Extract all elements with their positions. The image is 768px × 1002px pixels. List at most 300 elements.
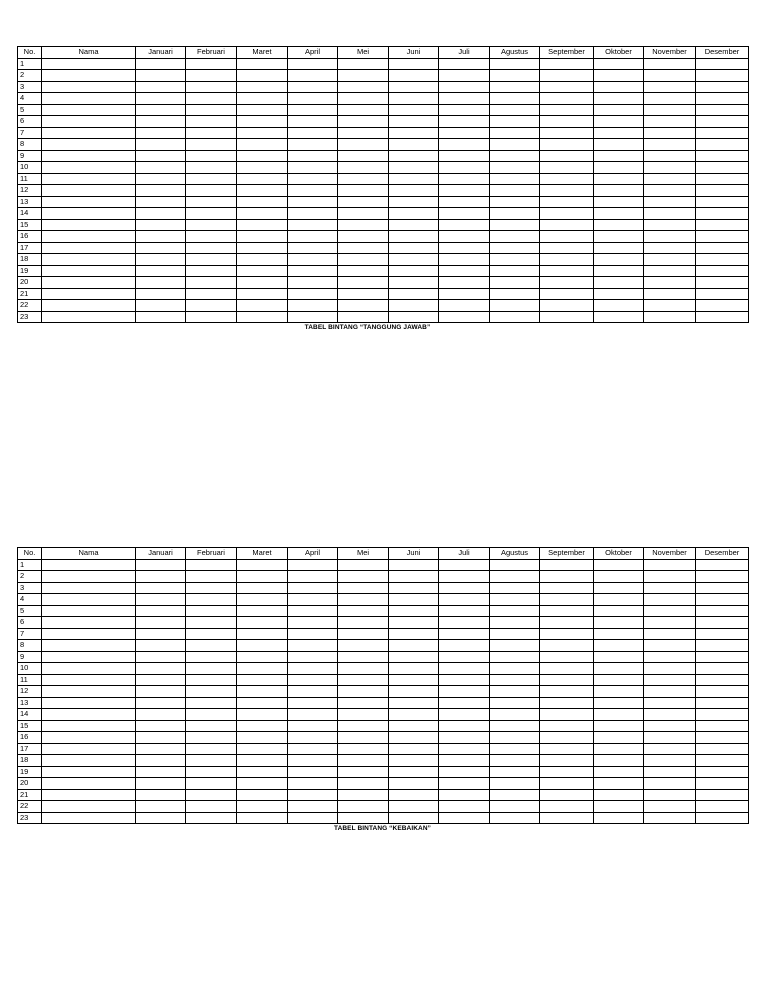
month-cell (696, 766, 749, 778)
table-row (18, 594, 749, 606)
month-cell (288, 254, 338, 266)
row-number: 21 (18, 288, 42, 300)
month-cell (594, 663, 644, 675)
name-cell (42, 778, 136, 790)
month-cell (540, 789, 594, 801)
name-cell (42, 219, 136, 231)
month-cell (136, 150, 186, 162)
row-number: 12 (18, 185, 42, 197)
month-cell (338, 81, 389, 93)
month-cell (490, 605, 540, 617)
month-cell (644, 651, 696, 663)
month-cell (540, 801, 594, 813)
month-cell (540, 81, 594, 93)
month-cell (490, 139, 540, 151)
table-caption: TABEL BINTANG “TANGGUNG JAWAB” (304, 324, 431, 331)
month-cell (696, 150, 749, 162)
month-cell (594, 219, 644, 231)
month-cell (186, 70, 237, 82)
column-header: September (540, 548, 594, 560)
month-cell (644, 93, 696, 105)
month-cell (644, 674, 696, 686)
month-cell (186, 801, 237, 813)
month-cell (540, 755, 594, 767)
month-cell (540, 697, 594, 709)
name-cell (42, 732, 136, 744)
table-row (18, 81, 749, 93)
row-number: 16 (18, 732, 42, 744)
month-cell (644, 766, 696, 778)
month-cell (644, 812, 696, 824)
month-cell (389, 778, 439, 790)
row-number: 13 (18, 196, 42, 208)
month-cell (594, 242, 644, 254)
month-cell (696, 127, 749, 139)
row-number: 20 (18, 778, 42, 790)
month-cell (288, 162, 338, 174)
month-cell (389, 231, 439, 243)
month-cell (540, 571, 594, 583)
row-number: 8 (18, 640, 42, 652)
month-cell (490, 116, 540, 128)
month-cell (594, 605, 644, 617)
month-cell (186, 162, 237, 174)
month-cell (136, 582, 186, 594)
month-cell (644, 686, 696, 698)
month-cell (540, 196, 594, 208)
month-cell (594, 311, 644, 323)
month-cell (389, 162, 439, 174)
month-cell (644, 571, 696, 583)
month-cell (594, 674, 644, 686)
name-cell (42, 70, 136, 82)
name-cell (42, 559, 136, 571)
month-cell (338, 617, 389, 629)
month-cell (490, 311, 540, 323)
month-cell (540, 277, 594, 289)
table-row (18, 571, 749, 583)
month-cell (696, 778, 749, 790)
month-cell (288, 789, 338, 801)
month-cell (490, 743, 540, 755)
row-number: 19 (18, 265, 42, 277)
month-cell (338, 162, 389, 174)
month-cell (439, 766, 490, 778)
name-cell (42, 173, 136, 185)
month-cell (288, 755, 338, 767)
month-cell (288, 116, 338, 128)
month-cell (540, 651, 594, 663)
month-cell (540, 219, 594, 231)
month-cell (288, 104, 338, 116)
name-cell (42, 231, 136, 243)
month-cell (490, 300, 540, 312)
row-number: 10 (18, 663, 42, 675)
row-number: 22 (18, 300, 42, 312)
month-cell (696, 139, 749, 151)
month-cell (594, 766, 644, 778)
table-row (18, 139, 749, 151)
month-cell (288, 628, 338, 640)
month-cell (136, 778, 186, 790)
month-cell (644, 242, 696, 254)
month-cell (389, 686, 439, 698)
table-row (18, 277, 749, 289)
month-cell (288, 766, 338, 778)
month-cell (490, 778, 540, 790)
column-header: Agustus (490, 47, 540, 59)
month-cell (186, 219, 237, 231)
month-cell (540, 720, 594, 732)
name-cell (42, 311, 136, 323)
month-cell (237, 812, 288, 824)
month-cell (186, 812, 237, 824)
month-cell (594, 582, 644, 594)
tanggung-jawab-sheet (17, 46, 748, 331)
month-cell (338, 104, 389, 116)
month-cell (540, 104, 594, 116)
name-cell (42, 254, 136, 266)
kebaikan-table (17, 547, 749, 824)
month-cell (186, 571, 237, 583)
month-cell (136, 300, 186, 312)
month-cell (490, 674, 540, 686)
month-cell (644, 789, 696, 801)
month-cell (594, 288, 644, 300)
column-header: Oktober (594, 548, 644, 560)
month-cell (540, 254, 594, 266)
month-cell (338, 116, 389, 128)
month-cell (237, 594, 288, 606)
month-cell (696, 288, 749, 300)
month-cell (237, 732, 288, 744)
month-cell (338, 231, 389, 243)
month-cell (594, 208, 644, 220)
month-cell (696, 640, 749, 652)
month-cell (644, 755, 696, 767)
row-number: 9 (18, 651, 42, 663)
name-cell (42, 663, 136, 675)
month-cell (389, 254, 439, 266)
month-cell (338, 594, 389, 606)
month-cell (288, 185, 338, 197)
month-cell (389, 150, 439, 162)
name-cell (42, 686, 136, 698)
month-cell (186, 300, 237, 312)
month-cell (644, 732, 696, 744)
name-cell (42, 801, 136, 813)
month-cell (136, 265, 186, 277)
month-cell (136, 116, 186, 128)
month-cell (540, 605, 594, 617)
month-cell (490, 720, 540, 732)
month-cell (389, 58, 439, 70)
month-cell (186, 116, 237, 128)
table-row (18, 709, 749, 721)
table-row (18, 663, 749, 675)
row-number: 7 (18, 628, 42, 640)
month-cell (490, 697, 540, 709)
month-cell (594, 720, 644, 732)
table-row (18, 559, 749, 571)
kebaikan-sheet (17, 547, 748, 832)
month-cell (439, 594, 490, 606)
month-cell (338, 300, 389, 312)
month-cell (288, 288, 338, 300)
month-cell (389, 288, 439, 300)
month-cell (696, 70, 749, 82)
month-cell (237, 139, 288, 151)
month-cell (338, 185, 389, 197)
month-cell (338, 254, 389, 266)
month-cell (594, 617, 644, 629)
column-header: Juli (439, 47, 490, 59)
month-cell (696, 116, 749, 128)
month-cell (136, 732, 186, 744)
month-cell (439, 185, 490, 197)
month-cell (136, 93, 186, 105)
month-cell (439, 789, 490, 801)
month-cell (540, 116, 594, 128)
column-header: Februari (186, 548, 237, 560)
month-cell (338, 559, 389, 571)
month-cell (644, 208, 696, 220)
month-cell (186, 789, 237, 801)
month-cell (288, 139, 338, 151)
month-cell (237, 801, 288, 813)
month-cell (490, 219, 540, 231)
name-cell (42, 265, 136, 277)
month-cell (389, 173, 439, 185)
table-row (18, 766, 749, 778)
month-cell (490, 628, 540, 640)
month-cell (136, 208, 186, 220)
month-cell (389, 208, 439, 220)
month-cell (644, 801, 696, 813)
month-cell (644, 219, 696, 231)
month-cell (594, 801, 644, 813)
month-cell (439, 605, 490, 617)
month-cell (540, 150, 594, 162)
month-cell (237, 185, 288, 197)
month-cell (288, 277, 338, 289)
table-row (18, 755, 749, 767)
month-cell (594, 162, 644, 174)
column-header: Mei (338, 548, 389, 560)
month-cell (389, 594, 439, 606)
month-cell (237, 559, 288, 571)
month-cell (540, 311, 594, 323)
month-cell (696, 663, 749, 675)
row-number: 19 (18, 766, 42, 778)
month-cell (696, 617, 749, 629)
month-cell (288, 801, 338, 813)
month-cell (338, 208, 389, 220)
month-cell (136, 254, 186, 266)
month-cell (696, 674, 749, 686)
month-cell (136, 559, 186, 571)
month-cell (696, 104, 749, 116)
month-cell (389, 628, 439, 640)
month-cell (644, 173, 696, 185)
month-cell (237, 254, 288, 266)
month-cell (594, 196, 644, 208)
column-header: April (288, 548, 338, 560)
month-cell (186, 559, 237, 571)
month-cell (439, 801, 490, 813)
name-cell (42, 743, 136, 755)
month-cell (389, 812, 439, 824)
month-cell (490, 70, 540, 82)
table-header-row (18, 548, 749, 560)
month-cell (186, 594, 237, 606)
month-cell (490, 185, 540, 197)
month-cell (594, 173, 644, 185)
month-cell (644, 185, 696, 197)
month-cell (338, 139, 389, 151)
month-cell (594, 116, 644, 128)
month-cell (696, 254, 749, 266)
month-cell (186, 231, 237, 243)
month-cell (540, 127, 594, 139)
month-cell (186, 709, 237, 721)
row-number: 20 (18, 277, 42, 289)
month-cell (389, 709, 439, 721)
month-cell (439, 219, 490, 231)
month-cell (389, 311, 439, 323)
name-cell (42, 720, 136, 732)
name-cell (42, 93, 136, 105)
month-cell (439, 288, 490, 300)
month-cell (490, 254, 540, 266)
month-cell (186, 582, 237, 594)
column-header: Februari (186, 47, 237, 59)
table-row (18, 628, 749, 640)
month-cell (136, 628, 186, 640)
month-cell (338, 127, 389, 139)
name-cell (42, 288, 136, 300)
month-cell (237, 697, 288, 709)
month-cell (644, 663, 696, 675)
month-cell (237, 81, 288, 93)
table-row (18, 582, 749, 594)
month-cell (237, 93, 288, 105)
table-row (18, 219, 749, 231)
month-cell (389, 582, 439, 594)
table-row (18, 70, 749, 82)
month-cell (186, 755, 237, 767)
month-cell (696, 559, 749, 571)
table-row (18, 720, 749, 732)
row-number: 17 (18, 242, 42, 254)
month-cell (594, 651, 644, 663)
row-number: 2 (18, 70, 42, 82)
month-cell (540, 139, 594, 151)
month-cell (490, 93, 540, 105)
month-cell (644, 254, 696, 266)
month-cell (186, 139, 237, 151)
month-cell (186, 173, 237, 185)
month-cell (439, 743, 490, 755)
month-cell (136, 571, 186, 583)
tanggung-jawab-table (17, 46, 749, 323)
name-cell (42, 628, 136, 640)
table-row (18, 617, 749, 629)
table-row (18, 173, 749, 185)
name-cell (42, 277, 136, 289)
column-header: Nama (42, 548, 136, 560)
name-cell (42, 789, 136, 801)
month-cell (338, 571, 389, 583)
month-cell (338, 605, 389, 617)
month-cell (439, 732, 490, 744)
month-cell (338, 173, 389, 185)
month-cell (389, 674, 439, 686)
row-number: 11 (18, 173, 42, 185)
month-cell (237, 288, 288, 300)
month-cell (237, 277, 288, 289)
month-cell (136, 288, 186, 300)
month-cell (696, 686, 749, 698)
month-cell (696, 208, 749, 220)
table-row (18, 288, 749, 300)
month-cell (338, 288, 389, 300)
month-cell (540, 208, 594, 220)
month-cell (540, 674, 594, 686)
month-cell (696, 709, 749, 721)
month-cell (594, 628, 644, 640)
month-cell (644, 265, 696, 277)
month-cell (696, 571, 749, 583)
month-cell (338, 755, 389, 767)
month-cell (696, 173, 749, 185)
month-cell (288, 571, 338, 583)
month-cell (136, 139, 186, 151)
column-header: Mei (338, 47, 389, 59)
month-cell (540, 766, 594, 778)
month-cell (136, 755, 186, 767)
month-cell (389, 617, 439, 629)
month-cell (490, 801, 540, 813)
month-cell (338, 219, 389, 231)
row-number: 3 (18, 582, 42, 594)
month-cell (540, 231, 594, 243)
month-cell (136, 162, 186, 174)
name-cell (42, 185, 136, 197)
month-cell (696, 582, 749, 594)
month-cell (288, 242, 338, 254)
month-cell (338, 709, 389, 721)
month-cell (439, 755, 490, 767)
month-cell (696, 81, 749, 93)
column-header: Januari (136, 47, 186, 59)
month-cell (237, 219, 288, 231)
month-cell (288, 300, 338, 312)
month-cell (439, 686, 490, 698)
month-cell (389, 732, 439, 744)
row-number: 18 (18, 755, 42, 767)
month-cell (540, 778, 594, 790)
month-cell (540, 640, 594, 652)
row-number: 14 (18, 208, 42, 220)
row-number: 16 (18, 231, 42, 243)
row-number: 10 (18, 162, 42, 174)
name-cell (42, 300, 136, 312)
month-cell (288, 686, 338, 698)
month-cell (490, 81, 540, 93)
month-cell (696, 755, 749, 767)
row-number: 12 (18, 686, 42, 698)
